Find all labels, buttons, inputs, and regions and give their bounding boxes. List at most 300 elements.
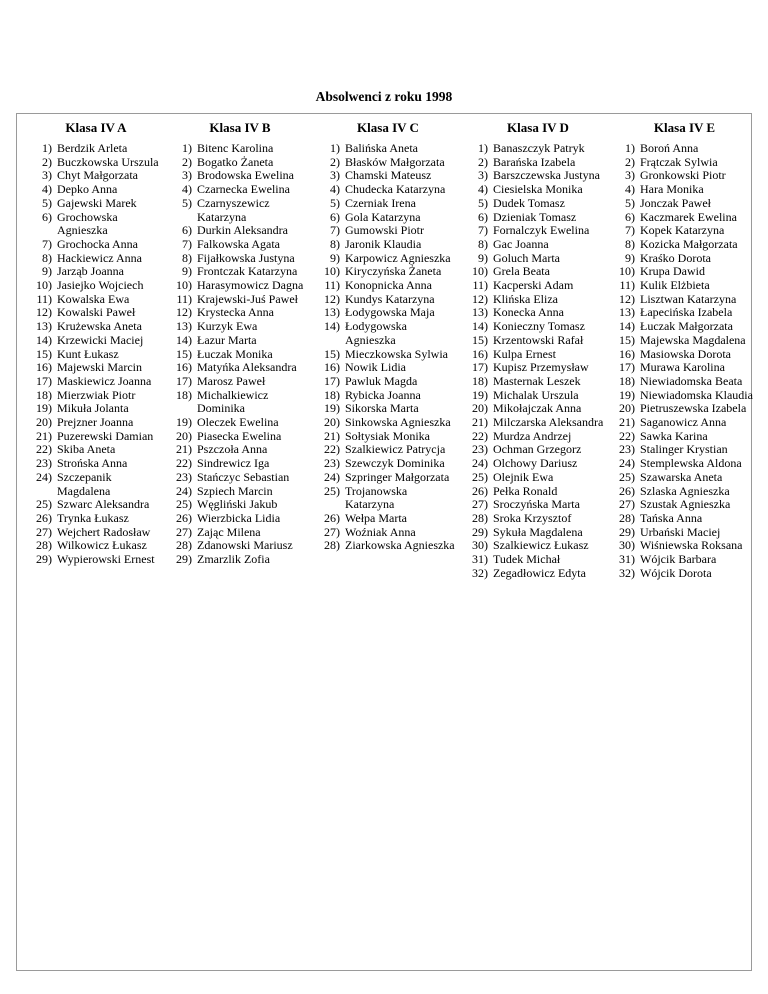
student-name: Fornalczyk Ewelina [493, 223, 590, 238]
student-name: Wierzbicka Lidia [197, 510, 281, 525]
student-number: 27) [176, 524, 192, 539]
list-item [466, 293, 610, 307]
list-item [30, 526, 162, 540]
list-item [613, 252, 756, 266]
list-item [30, 183, 162, 197]
list-item [466, 279, 610, 293]
student-name: Kupisz Przemysław [493, 360, 589, 375]
student-name: Węgliński Jakub [197, 497, 278, 512]
student-name: Rybicka Joanna [345, 387, 421, 402]
list-item [613, 416, 756, 430]
student-name: Pełka Ronald [493, 483, 558, 498]
list-item [466, 211, 610, 225]
list-item [466, 142, 610, 156]
student-name: Krystecka Anna [197, 305, 274, 320]
student-number: 29) [472, 524, 488, 539]
list-item [30, 279, 162, 293]
student-name: Jasiejko Wojciech [57, 278, 144, 293]
list-item [170, 238, 310, 252]
student-number: 13) [619, 305, 635, 320]
student-number: 25) [324, 483, 340, 498]
student-number: 3) [625, 168, 635, 183]
list-item [170, 539, 310, 553]
list-item [170, 430, 310, 444]
student-number: 21) [176, 442, 192, 457]
list-item [466, 183, 610, 197]
list-item [170, 183, 310, 197]
list-item [318, 430, 458, 444]
student-number: 22) [36, 442, 52, 457]
list-item [466, 512, 610, 526]
student-number: 32) [619, 565, 635, 580]
student-number: 26) [176, 510, 192, 525]
student-number: 28) [176, 538, 192, 553]
student-name: Jaronik Klaudia [345, 236, 422, 251]
student-number: 13) [324, 305, 340, 320]
list-item [466, 224, 610, 238]
list-item [30, 306, 162, 320]
student-name: Kowalski Paweł [57, 305, 136, 320]
list-item [170, 348, 310, 362]
list-item [613, 430, 756, 444]
student-number: 2) [330, 154, 340, 169]
student-number: 19) [36, 401, 52, 416]
list-item [466, 361, 610, 375]
student-name: Piasecka Ewelina [197, 428, 282, 443]
list-item [466, 156, 610, 170]
student-name: Stalinger Krystian [640, 442, 728, 457]
list-item [318, 389, 458, 403]
list-item [466, 471, 610, 485]
student-name: Szwarc Aleksandra [57, 497, 150, 512]
student-name: Masiowska Dorota [640, 346, 731, 361]
list-item [466, 553, 610, 567]
student-name: Sołtysiak Monika [345, 428, 431, 443]
student-number: 31) [472, 552, 488, 567]
student-number: 8) [42, 250, 52, 265]
page-title: Absolwenci z roku 1998 [315, 89, 453, 104]
student-name: Szustak Agnieszka [640, 497, 731, 512]
list-item [170, 197, 310, 224]
list-item [30, 169, 162, 183]
class-header: Klasa IV B [209, 120, 271, 135]
list-item [318, 485, 458, 512]
list-item [613, 485, 756, 499]
student-number: 24) [176, 483, 192, 498]
list-item [466, 485, 610, 499]
student-name: Bogatko Żaneta [197, 154, 274, 169]
student-name: Maskiewicz Joanna [57, 373, 152, 388]
student-number: 18) [472, 373, 488, 388]
list-item [613, 471, 756, 485]
student-number: 26) [472, 483, 488, 498]
student-name: Zając Milena [197, 524, 261, 539]
list-item [318, 156, 458, 170]
student-name: Puzerewski Damian [57, 428, 154, 443]
student-number: 2) [478, 154, 488, 169]
student-number: 27) [619, 497, 635, 512]
student-number: 23) [324, 456, 340, 471]
student-number: 17) [619, 360, 635, 375]
student-name: Krużewska Aneta [57, 319, 142, 334]
list-item [466, 416, 610, 430]
student-name: Prejzner Joanna [57, 415, 134, 430]
list-item [613, 211, 756, 225]
list-item [318, 183, 458, 197]
list-item [318, 238, 458, 252]
list-item [318, 526, 458, 540]
student-name: Niewiadomska Beata [640, 373, 743, 388]
list-item [30, 512, 162, 526]
student-number: 8) [478, 236, 488, 251]
student-name: Łuczak Monika [197, 346, 273, 361]
student-number: 16) [619, 346, 635, 361]
student-name: Grochocka Anna [57, 236, 138, 251]
student-number: 1) [625, 141, 635, 155]
student-number: 5) [42, 195, 52, 210]
student-number: 22) [619, 428, 635, 443]
list-item [318, 443, 458, 457]
student-name: Gumowski Piotr [345, 223, 425, 238]
student-name: Woźniak Anna [345, 524, 416, 539]
list-item [318, 471, 458, 485]
student-number: 5) [182, 195, 192, 210]
student-number: 19) [619, 387, 635, 402]
list-item [318, 252, 458, 266]
student-name: Kundys Katarzyna [345, 291, 435, 306]
student-number: 14) [619, 319, 635, 334]
student-number: 15) [36, 346, 52, 361]
list-item [466, 567, 610, 581]
student-number: 4) [330, 182, 340, 197]
student-number: 4) [182, 182, 192, 197]
student-number: 4) [478, 182, 488, 197]
student-name: Kulpa Ernest [493, 346, 556, 361]
list-item [466, 348, 610, 362]
student-name: Stańczyc Sebastian [197, 469, 290, 484]
student-name: Kowalska Ewa [57, 291, 130, 306]
student-number: 6) [182, 223, 192, 238]
student-name: Gajewski Marek [57, 195, 137, 210]
student-number: 1) [330, 141, 340, 155]
student-name: Goluch Marta [493, 250, 560, 265]
student-number: 7) [182, 236, 192, 251]
student-number: 23) [472, 442, 488, 457]
student-name: Wilkowicz Łukasz [57, 538, 147, 553]
class-column [30, 120, 162, 567]
student-name: Saganowicz Anna [640, 415, 727, 430]
list-item [466, 389, 610, 403]
student-number: 31) [619, 552, 635, 567]
student-number: 10) [176, 278, 192, 293]
student-name: Szewczyk Dominika [345, 456, 445, 471]
student-number: 6) [42, 209, 52, 224]
student-number: 28) [619, 510, 635, 525]
student-name: Oleczek Ewelina [197, 415, 279, 430]
student-number: 25) [176, 497, 192, 512]
student-name: Łodygowska Maja [345, 305, 435, 320]
student-number: 7) [625, 223, 635, 238]
student-number: 21) [619, 415, 635, 430]
student-number: 24) [36, 469, 52, 484]
student-name: Kozicka Małgorzata [640, 236, 738, 251]
list-item [318, 279, 458, 293]
student-name: Kraśko Dorota [640, 250, 711, 265]
list-item [30, 265, 162, 279]
student-name: Majewski Marcin [57, 360, 142, 375]
student-name: Barszczewska Justyna [493, 168, 600, 183]
student-number: 1) [478, 141, 488, 155]
student-number: 1) [182, 141, 192, 155]
student-number: 24) [324, 469, 340, 484]
list-item [613, 512, 756, 526]
list-item [466, 402, 610, 416]
list-item [170, 293, 310, 307]
student-number: 25) [472, 469, 488, 484]
student-number: 17) [472, 360, 488, 375]
student-name: Krzentowski Rafał [493, 332, 584, 347]
student-number: 7) [42, 236, 52, 251]
student-name: Konecka Anna [493, 305, 564, 320]
list-item [30, 430, 162, 444]
student-name: Stemplewska Aldona [640, 456, 742, 471]
list-item [613, 457, 756, 471]
list-item [318, 224, 458, 238]
student-number: 17) [324, 373, 340, 388]
student-number: 27) [36, 524, 52, 539]
student-number: 29) [619, 524, 635, 539]
student-number: 5) [330, 195, 340, 210]
student-number: 14) [176, 332, 192, 347]
student-number: 7) [478, 223, 488, 238]
student-name: Wełpa Marta [345, 510, 408, 525]
student-name: Murawa Karolina [640, 360, 725, 375]
student-number: 2) [625, 154, 635, 169]
list-item [30, 211, 162, 238]
list-item [613, 375, 756, 389]
student-name: Łazur Marta [197, 332, 257, 347]
list-item [30, 320, 162, 334]
list-item [466, 320, 610, 334]
student-number: 6) [330, 209, 340, 224]
student-number: 15) [472, 332, 488, 347]
student-name: Wójcik Barbara [640, 552, 717, 567]
student-number: 4) [42, 182, 52, 197]
list-item [170, 553, 310, 567]
class-header: Klasa IV D [507, 120, 569, 135]
student-name: Czarnecka Ewelina [197, 182, 290, 197]
list-item [170, 224, 310, 238]
student-number: 15) [324, 346, 340, 361]
student-name: Michalak Urszula [493, 387, 579, 402]
student-name: Berdzik Arleta [57, 141, 128, 155]
list-item [170, 498, 310, 512]
list-item [318, 320, 458, 347]
student-number: 6) [478, 209, 488, 224]
list-item [170, 443, 310, 457]
list-item [170, 279, 310, 293]
student-name: Szawarska Aneta [640, 469, 723, 484]
student-number: 18) [176, 387, 192, 402]
class-column [466, 120, 610, 581]
list-item [170, 471, 310, 485]
list-item [613, 402, 756, 416]
student-number: 20) [324, 415, 340, 430]
student-number: 22) [176, 456, 192, 471]
student-number: 27) [324, 524, 340, 539]
student-name: Matyńka Aleksandra [197, 360, 297, 375]
student-list [30, 142, 162, 567]
student-name: Gola Katarzyna [345, 209, 421, 224]
student-number: 8) [182, 250, 192, 265]
student-number: 24) [619, 456, 635, 471]
student-name: Sawka Karina [640, 428, 708, 443]
student-name: Ochman Grzegorz [493, 442, 582, 457]
list-item [170, 375, 310, 389]
student-name: Szczepanik Magdalena [57, 469, 112, 498]
list-item [30, 375, 162, 389]
list-item [318, 402, 458, 416]
list-item [30, 402, 162, 416]
student-name: Frątczak Sylwia [640, 154, 718, 169]
student-number: 20) [472, 401, 488, 416]
student-name: Karpowicz Agnieszka [345, 250, 451, 265]
student-name: Sykuła Magdalena [493, 524, 583, 539]
student-name: Grochowska Agnieszka [57, 209, 118, 238]
student-number: 9) [182, 264, 192, 279]
class-column [170, 120, 310, 567]
student-name: Trojanowska Katarzyna [345, 483, 408, 512]
student-number: 16) [176, 360, 192, 375]
student-name: Klińska Eliza [493, 291, 558, 306]
list-item [466, 265, 610, 279]
student-name: Durkin Aleksandra [197, 223, 288, 238]
student-name: Kacperski Adam [493, 278, 574, 293]
student-number: 28) [36, 538, 52, 553]
class-header: Klasa IV C [357, 120, 419, 135]
list-item [613, 443, 756, 457]
student-number: 17) [36, 373, 52, 388]
student-name: Murdza Andrzej [493, 428, 572, 443]
list-item [466, 375, 610, 389]
student-number: 14) [36, 332, 52, 347]
list-item [170, 416, 310, 430]
student-number: 30) [619, 538, 635, 553]
list-item [466, 443, 610, 457]
list-item [30, 293, 162, 307]
student-name: Szpiech Marcin [197, 483, 273, 498]
student-number: 24) [472, 456, 488, 471]
list-item [466, 197, 610, 211]
list-item [466, 430, 610, 444]
list-item [318, 457, 458, 471]
student-name: Pawluk Magda [345, 373, 418, 388]
list-item [30, 334, 162, 348]
student-number: 22) [324, 442, 340, 457]
student-number: 27) [472, 497, 488, 512]
student-number: 25) [619, 469, 635, 484]
student-name: Chudecka Katarzyna [345, 182, 446, 197]
student-number: 12) [619, 291, 635, 306]
list-item [30, 498, 162, 512]
list-item [613, 567, 756, 581]
list-item [318, 265, 458, 279]
student-number: 12) [324, 291, 340, 306]
student-number: 17) [176, 373, 192, 388]
student-name: Szalkiewicz Patrycja [345, 442, 446, 457]
student-list [466, 142, 610, 581]
list-item [30, 553, 162, 567]
student-name: Łapecińska Izabela [640, 305, 733, 320]
student-number: 18) [324, 387, 340, 402]
student-name: Zdanowski Mariusz [197, 538, 293, 553]
list-item [30, 238, 162, 252]
student-number: 8) [330, 236, 340, 251]
list-item [466, 539, 610, 553]
list-item [318, 361, 458, 375]
student-name: Hackiewicz Anna [57, 250, 142, 265]
student-name: Hara Monika [640, 182, 704, 197]
student-name: Barańska Izabela [493, 154, 576, 169]
student-name: Szalkiewicz Łukasz [493, 538, 589, 553]
student-number: 18) [619, 373, 635, 388]
student-name: Grela Beata [493, 264, 550, 279]
student-name: Sroka Krzysztof [493, 510, 572, 525]
student-name: Banaszczyk Patryk [493, 141, 585, 155]
student-name: Balińska Aneta [345, 141, 418, 155]
student-name: Jarząb Joanna [57, 264, 124, 279]
student-name: Buczkowska Urszula [57, 154, 159, 169]
list-item [613, 156, 756, 170]
list-item [170, 252, 310, 266]
student-name: Tudek Michał [493, 552, 561, 567]
list-item [30, 443, 162, 457]
list-item [170, 156, 310, 170]
student-name: Gronkowski Piotr [640, 168, 726, 183]
student-number: 11) [324, 278, 340, 293]
list-item [613, 498, 756, 512]
list-item [170, 485, 310, 499]
student-name: Jonczak Paweł [640, 195, 711, 210]
list-item [170, 334, 310, 348]
list-item [170, 389, 310, 416]
list-item [30, 252, 162, 266]
student-name: Boroń Anna [640, 141, 699, 155]
student-list [318, 142, 458, 553]
student-name: Mieczkowska Sylwia [345, 346, 448, 361]
student-number: 30) [472, 538, 488, 553]
list-item [466, 252, 610, 266]
list-item [466, 498, 610, 512]
student-name: Szpringer Małgorzata [345, 469, 450, 484]
student-name: Masternak Leszek [493, 373, 581, 388]
list-item [318, 169, 458, 183]
student-name: Zegadłowicz Edyta [493, 565, 586, 580]
list-item [318, 293, 458, 307]
student-number: 26) [619, 483, 635, 498]
list-item [30, 348, 162, 362]
list-item [318, 306, 458, 320]
student-name: Bitenc Karolina [197, 141, 274, 155]
student-number: 18) [36, 387, 52, 402]
list-item [318, 142, 458, 156]
student-name: Zmarzlik Zofia [197, 552, 270, 567]
student-number: 22) [472, 428, 488, 443]
student-number: 19) [472, 387, 488, 402]
student-name: Tańska Anna [640, 510, 703, 525]
student-number: 9) [478, 250, 488, 265]
student-number: 11) [176, 291, 192, 306]
